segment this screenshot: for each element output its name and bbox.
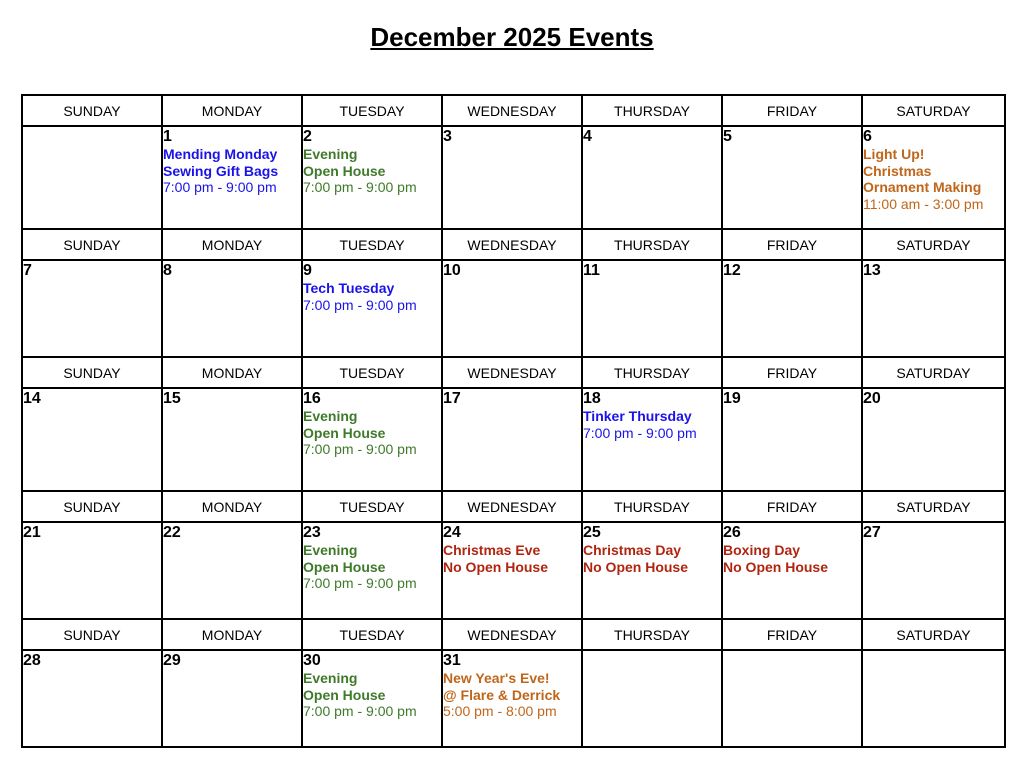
event-name: Tech Tuesday [303,280,395,296]
weekday-header: SUNDAY [22,619,162,650]
weekday-header: MONDAY [162,357,302,388]
day-cell [582,522,722,619]
day-number: 31 [443,652,461,669]
event-name: Evening Open House [303,146,386,179]
page-title: December 2025 Events [370,22,654,52]
day-number: 13 [863,262,881,279]
day-number: 10 [443,262,461,279]
weekday-header: SUNDAY [22,491,162,522]
day-cell [162,260,302,357]
day-number: 24 [443,524,461,541]
weekday-header: FRIDAY [722,491,862,522]
day-number: 12 [723,262,741,279]
day-cell [442,650,582,747]
day-cell [302,522,442,619]
day-number: 2 [303,128,312,145]
event-time: 7:00 pm - 9:00 pm [583,424,697,441]
day-number: 28 [23,652,41,669]
day-cell [862,260,1005,357]
day-cell [722,388,862,491]
event-name: Evening Open House [303,542,386,575]
weekday-header: WEDNESDAY [442,619,582,650]
event-name: Evening Open House [303,408,386,441]
week-row [22,126,1005,229]
event-name: Boxing Day No Open House [723,542,829,575]
weekday-header: WEDNESDAY [442,357,582,388]
day-number: 20 [863,390,881,407]
weekday-header: TUESDAY [302,357,442,388]
event-name: Tinker Thursday [583,408,692,424]
weekday-header: MONDAY [162,229,302,260]
day-number: 3 [443,128,452,145]
weekday-header: TUESDAY [302,95,442,126]
day-cell [22,260,162,357]
day-cell [582,126,722,229]
day-number: 17 [443,390,461,407]
day-cell [302,388,442,491]
weekday-header: THURSDAY [582,491,722,522]
event-name: New Year's Eve! @ Flare & Derrick [443,670,561,703]
day-number: 7 [23,262,32,279]
weekday-header: SATURDAY [862,229,1005,260]
weekday-header: MONDAY [162,491,302,522]
day-number: 6 [863,128,872,145]
event-time: 7:00 pm - 9:00 pm [163,179,277,195]
day-number: 22 [163,524,181,541]
weekday-header-row [22,229,1005,260]
day-cell [22,126,162,229]
day-number: 23 [303,524,321,541]
day-number: 11 [583,262,600,279]
event-name: Christmas Eve No Open House [443,542,549,575]
weekday-header: THURSDAY [582,229,722,260]
weekday-header-row [22,95,1005,126]
weekday-header: THURSDAY [582,357,722,388]
day-number: 16 [303,390,321,407]
event-time: 7:00 pm - 9:00 pm [303,441,417,457]
day-cell [582,650,722,747]
weekday-header: SATURDAY [862,95,1005,126]
day-cell [442,522,582,619]
weekday-header: FRIDAY [722,229,862,260]
week-row [22,260,1005,357]
week-row [22,522,1005,619]
week-row [22,650,1005,747]
day-number: 14 [23,390,41,407]
day-cell [302,260,442,357]
event-name: Christmas Day No Open House [583,542,689,575]
weekday-header: WEDNESDAY [442,491,582,522]
day-cell [722,260,862,357]
day-number: 30 [303,652,321,669]
day-number: 5 [723,128,732,145]
weekday-header: TUESDAY [302,619,442,650]
weekday-header: MONDAY [162,619,302,650]
day-cell [22,522,162,619]
day-cell [22,388,162,491]
day-cell [722,650,862,747]
event-name: Mending Monday Sewing Gift Bags [163,146,279,179]
weekday-header: THURSDAY [582,95,722,126]
event-time: 7:00 pm - 9:00 pm [303,179,417,195]
day-cell [302,650,442,747]
day-number: 19 [723,390,741,407]
weekday-header: WEDNESDAY [442,95,582,126]
event-time: 7:00 pm - 9:00 pm [303,703,417,719]
weekday-header-row [22,491,1005,522]
weekday-header-row [22,357,1005,388]
day-cell [722,522,862,619]
day-cell [162,388,302,491]
event-time: 5:00 pm - 8:00 pm [443,703,557,719]
event-name: Evening Open House [303,670,386,703]
weekday-header: SUNDAY [22,95,162,126]
weekday-header: MONDAY [162,95,302,126]
weekday-header: SUNDAY [22,357,162,388]
day-cell [162,650,302,747]
calendar-grid [21,94,1006,748]
weekday-header: SATURDAY [862,357,1005,388]
day-cell [582,388,722,491]
day-cell [862,388,1005,491]
weekday-header: THURSDAY [582,619,722,650]
day-number: 1 [163,128,172,145]
day-cell [862,650,1005,747]
day-number: 4 [583,128,592,145]
day-cell [862,522,1005,619]
day-cell [22,650,162,747]
day-number: 9 [303,262,312,279]
day-cell [582,260,722,357]
weekday-header: FRIDAY [722,357,862,388]
day-cell [162,522,302,619]
weekday-header: FRIDAY [722,95,862,126]
weekday-header: FRIDAY [722,619,862,650]
day-cell [162,126,302,229]
weekday-header: TUESDAY [302,491,442,522]
event-time: 7:00 pm - 9:00 pm [303,575,417,591]
weekday-header-row [22,619,1005,650]
event-name: Light Up! Christmas Ornament Making [863,146,982,195]
event-time: 11:00 am - 3:00 pm [863,195,984,212]
weekday-header: WEDNESDAY [442,229,582,260]
day-number: 26 [723,524,741,541]
week-row [22,388,1005,491]
weekday-header: SUNDAY [22,229,162,260]
weekday-header: TUESDAY [302,229,442,260]
day-number: 25 [583,524,601,541]
day-number: 18 [583,390,601,407]
day-number: 29 [163,652,181,669]
day-cell [722,126,862,229]
day-cell [442,388,582,491]
weekday-header: SATURDAY [862,619,1005,650]
event-time: 7:00 pm - 9:00 pm [303,296,417,313]
day-cell [302,126,442,229]
day-number: 21 [23,524,41,541]
day-cell [442,126,582,229]
day-cell [862,126,1005,229]
day-cell [442,260,582,357]
day-number: 8 [163,262,172,279]
day-number: 27 [863,524,881,541]
weekday-header: SATURDAY [862,491,1005,522]
day-number: 15 [163,390,181,407]
